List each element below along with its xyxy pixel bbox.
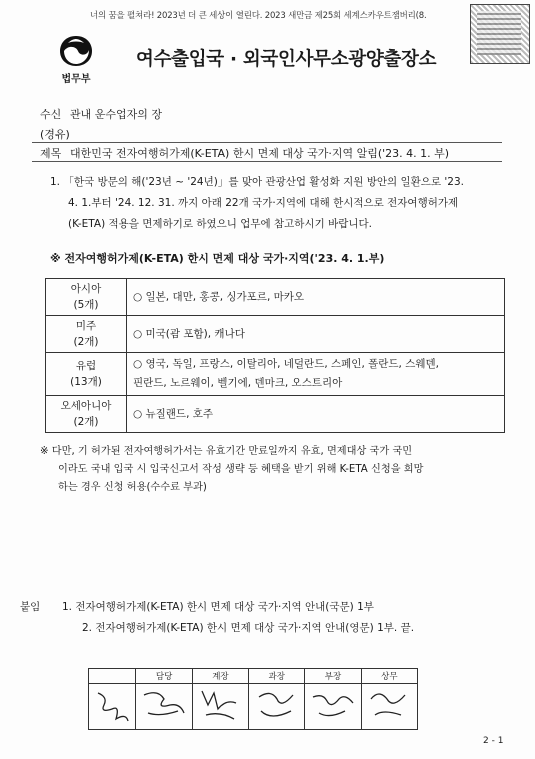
note-paragraph <box>40 443 510 497</box>
office-title: 여수출입국 · 외국인사무소광양출장소 <box>136 49 437 70</box>
note-line: ※ 다만, 기 허가된 전자여행허가서는 유효기간 만료일까지 유효, 면제대상 국가 국민 <box>40 446 413 457</box>
note-line: 하는 경우 신청 허용(수수료 부과) <box>58 482 207 493</box>
signature-cell <box>192 684 248 730</box>
approval-signature-row <box>89 684 418 730</box>
table-row <box>46 279 505 316</box>
handwritten-signature-icon <box>140 685 188 725</box>
subject-value: 대한민국 전자여행허가제(K-ETA) 한시 면제 대상 국가·지역 알림('23. 4. 1. 부) <box>70 147 450 160</box>
region-count: (2개) <box>73 416 99 428</box>
ministry-name: 법무부 <box>61 74 91 85</box>
qr-code-image <box>470 4 530 64</box>
countries-cell <box>127 316 505 353</box>
region-name: 미주 <box>75 320 97 332</box>
region-count: (2개) <box>73 336 99 348</box>
countries-cell <box>127 279 505 316</box>
subject-line <box>40 145 449 161</box>
countries-line: 핀란드, 노르웨이, 벨기에, 덴마크, 오스트리아 <box>133 377 343 389</box>
region-name: 오세아니아 <box>60 400 112 412</box>
signature-cell <box>136 684 192 730</box>
subject-label: 제목 <box>40 147 62 160</box>
exempt-countries-table <box>45 278 505 433</box>
approval-box <box>88 668 418 730</box>
attachments <box>20 597 414 639</box>
region-cell <box>46 316 127 353</box>
paragraph-line: 4. 1.부터 '24. 12. 31. 까지 아래 22개 국가·지역에 대해 한시적으로 전자여행허가제 <box>68 197 459 209</box>
approval-table <box>88 668 418 730</box>
paragraph-line: 1. 「한국 방문의 해('23년 ~ '24년)」를 맞아 관광산업 활성화 지원 방안의 일환으로 '23. <box>50 176 464 188</box>
countries-line: ○ 뉴질랜드, 호주 <box>133 407 214 420</box>
approval-header: 과장 <box>249 669 305 684</box>
attachment-row <box>20 597 414 618</box>
countries-line: ○ 영국, 독일, 프랑스, 이탈리아, 네덜란드, 스페인, 폴란드, 스웨덴, <box>133 358 439 370</box>
government-emblem-icon <box>56 34 96 68</box>
table-row <box>46 316 505 353</box>
countries-line: ○ 미국(괌 포함), 캐나다 <box>133 327 245 340</box>
attachment-row <box>20 618 414 639</box>
approval-header: 계장 <box>192 669 248 684</box>
region-count: (5개) <box>73 299 99 311</box>
signature-cell <box>361 684 417 730</box>
paragraph-line: (K-ETA) 적용을 면제하기로 하였으니 업무에 참고하시기 바랍니다. <box>68 218 372 230</box>
handwritten-signature-icon <box>196 685 244 725</box>
attachment-item: 2. 전자여행허가제(K-ETA) 한시 면제 대상 국가·지역 안내(영문) 1부. 끝. <box>82 622 415 634</box>
section-title: ※ 전자여행허가제(K-ETA) 한시 면제 대상 국가·지역('23. 4. 1.부) <box>50 252 385 265</box>
page-number: 2 - 1 <box>483 736 504 746</box>
handwritten-signature-icon <box>309 685 357 725</box>
slogan-line: 너의 꿈을 펼쳐라! 2023년 더 큰 세상이 열린다. 2023 새만금 제25회 세계스카우트잼버리(8. <box>90 11 427 21</box>
approval-header: 부장 <box>305 669 361 684</box>
via-line: (경유) <box>40 128 70 141</box>
approval-header-row <box>89 669 418 684</box>
approval-header: 담당 <box>136 669 192 684</box>
signature-cell <box>305 684 361 730</box>
signature-cell <box>89 684 136 730</box>
paragraph-1 <box>50 172 510 235</box>
handwritten-signature-icon <box>253 685 301 725</box>
note-line: 이라도 국내 입국 시 입국신고서 작성 생략 등 혜택을 받기 위해 K-ETA 신청을 희망 <box>58 464 424 475</box>
approval-header <box>89 669 136 684</box>
attachments-label: 붙임 <box>20 601 41 613</box>
handwritten-signature-icon <box>365 685 413 725</box>
region-cell <box>46 279 127 316</box>
signature-cell <box>249 684 305 730</box>
region-name: 유럽 <box>75 360 97 372</box>
recipient-label: 수신 <box>40 108 62 121</box>
recipient-value: 관내 운수업자의 장 <box>70 108 163 121</box>
handwritten-signature-icon <box>92 685 132 725</box>
countries-line: ○ 일본, 대만, 홍콩, 싱가포르, 마카오 <box>133 290 305 303</box>
approval-header: 상무 <box>361 669 417 684</box>
table-row <box>46 396 505 433</box>
countries-cell <box>127 353 505 396</box>
region-name: 아시아 <box>70 283 102 295</box>
region-cell <box>46 396 127 433</box>
table-row <box>46 353 505 396</box>
region-cell <box>46 353 127 396</box>
region-count: (13개) <box>70 376 102 388</box>
recipient-line <box>40 106 162 122</box>
countries-cell <box>127 396 505 433</box>
attachment-item: 1. 전자여행허가제(K-ETA) 한시 면제 대상 국가·지역 안내(국문) 1부 <box>62 601 374 613</box>
divider-top <box>32 142 502 143</box>
divider-bottom <box>32 161 502 162</box>
